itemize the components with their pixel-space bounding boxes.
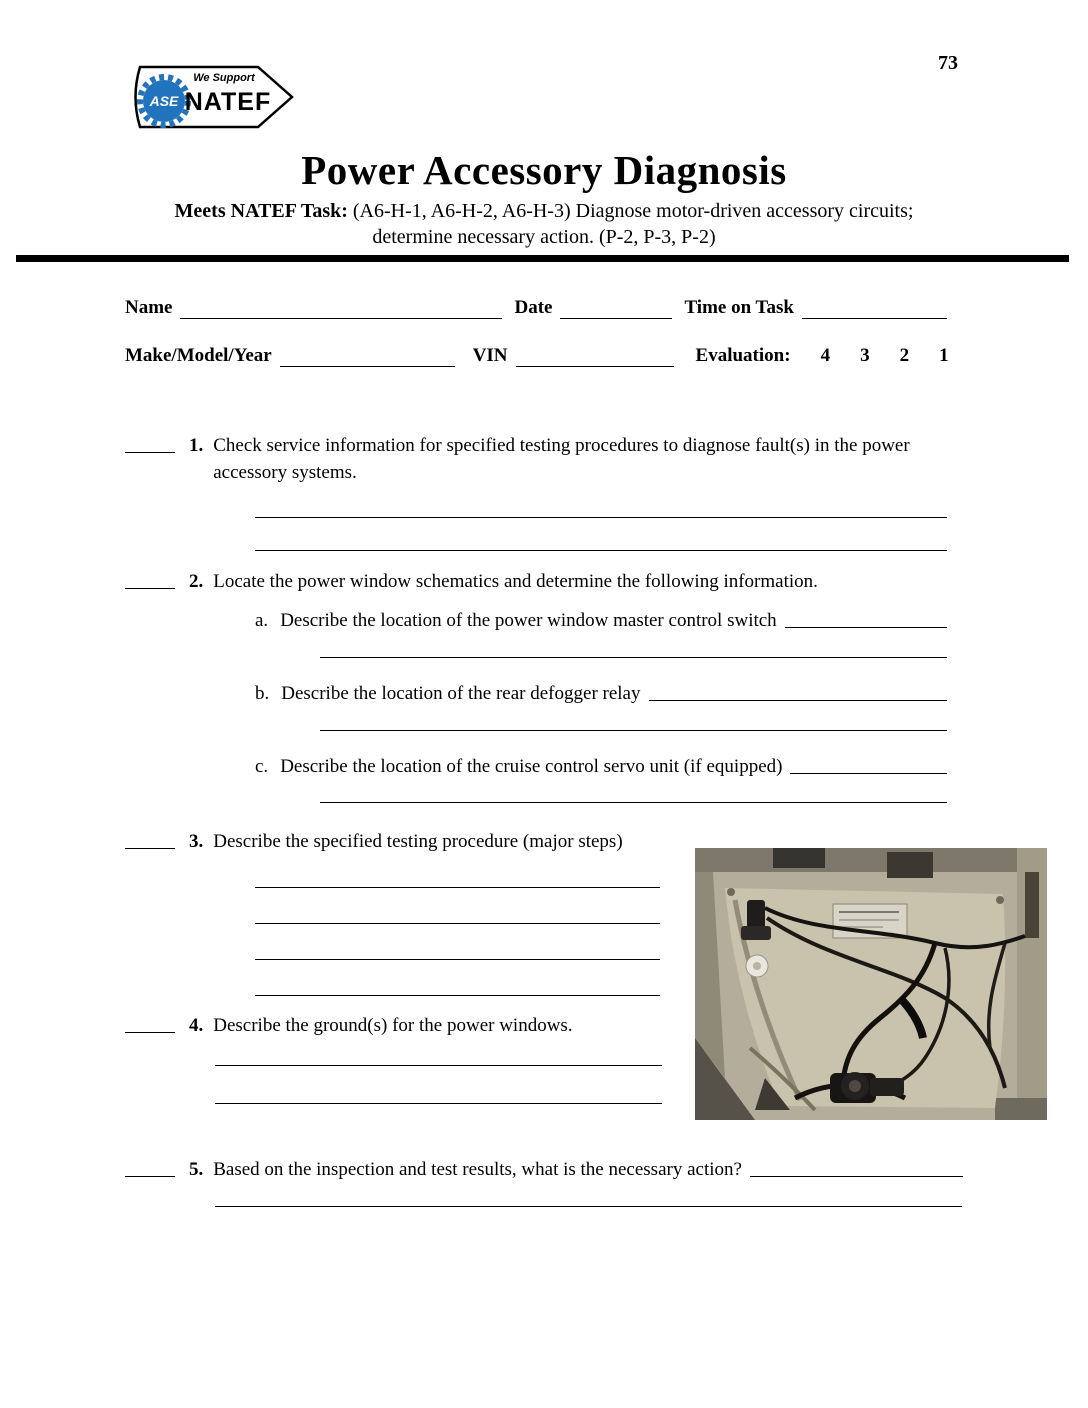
checkoff-blank-5 [125, 1156, 175, 1177]
name-label: Name [125, 297, 173, 318]
answer-blank [649, 680, 948, 701]
question-5 [125, 1156, 963, 1183]
question-2a-letter: a. [255, 610, 269, 631]
checkoff-blank-3 [125, 828, 175, 849]
question-4 [125, 1012, 685, 1039]
question-2c-letter: c. [255, 756, 269, 777]
answer-blank [785, 607, 947, 628]
answer-blank [790, 753, 947, 774]
question-2 [125, 568, 955, 595]
vin-label: VIN [472, 345, 508, 366]
vin-blank [516, 347, 674, 367]
question-1-number: 1. [189, 435, 204, 456]
logo-we-support-label: We Support [193, 72, 255, 84]
form-row-vehicle [125, 345, 955, 367]
question-3-text: Describe the specified testing procedure (major steps) [213, 831, 623, 852]
name-blank [180, 299, 502, 319]
checkoff-blank-1 [125, 432, 175, 453]
question-2b-letter: b. [255, 683, 270, 704]
answer-line [255, 550, 947, 551]
natef-label: NATEF [184, 88, 272, 116]
page-title: Power Accessory Diagnosis [301, 147, 787, 193]
door-panel-wiring-photo [695, 848, 1047, 1120]
answer-line [255, 517, 947, 518]
task-text: (A6-H-1, A6-H-2, A6-H-3) Diagnose motor-driven accessory circuits; [352, 200, 914, 222]
evaluation-label: Evaluation: [695, 345, 791, 366]
task-label: Meets NATEF Task: [174, 200, 348, 222]
answer-line [215, 1206, 962, 1207]
natef-logo [126, 54, 296, 138]
question-4-text: Describe the ground(s) for the power windows. [213, 1015, 573, 1036]
natef-task-line-2: determine necessary action. (P-2, P-3, P-2) [372, 226, 716, 248]
evaluation-3: 3 [860, 345, 870, 366]
question-2b-text: Describe the location of the rear defogger relay [281, 683, 641, 704]
question-2c-text: Describe the location of the cruise control servo unit (if equipped) [280, 756, 783, 777]
evaluation-1: 1 [939, 345, 949, 366]
answer-line [255, 959, 660, 960]
time-on-task-blank [802, 299, 947, 319]
checkoff-blank-2 [125, 568, 175, 589]
question-2a-text: Describe the location of the power window master control switch [280, 610, 777, 631]
question-5-number: 5. [189, 1159, 204, 1180]
make-model-year-label: Make/Model/Year [125, 345, 272, 366]
question-2c [255, 753, 947, 780]
question-2b [255, 680, 947, 707]
date-blank [560, 299, 672, 319]
answer-line [215, 1103, 662, 1104]
question-2a [255, 607, 947, 634]
question-1-text: Check service information for specified testing procedures to diagnose fault(s) in the power accessory systems. [213, 435, 910, 483]
answer-line [320, 802, 947, 803]
evaluation-2: 2 [899, 345, 910, 366]
answer-line [255, 923, 660, 924]
form-row-identity [125, 297, 947, 319]
question-2-text: Locate the power window schematics and determine the following information. [213, 571, 818, 592]
page-number: 73 [938, 52, 958, 74]
date-label: Date [514, 297, 553, 318]
natef-task-line [0, 200, 1088, 223]
answer-line [215, 1065, 662, 1066]
make-model-year-blank [280, 347, 455, 367]
question-4-number: 4. [189, 1015, 204, 1036]
answer-line [320, 730, 947, 731]
checkoff-blank-4 [125, 1012, 175, 1033]
answer-line [255, 887, 660, 888]
time-on-task-label: Time on Task [684, 297, 794, 318]
question-5-text: Based on the inspection and test results, what is the necessary action? [213, 1159, 742, 1180]
answer-blank [750, 1156, 963, 1177]
header-divider [16, 255, 1069, 262]
question-3-number: 3. [189, 831, 204, 852]
answer-line [255, 995, 660, 996]
evaluation-4: 4 [820, 345, 831, 366]
question-2-number: 2. [189, 571, 204, 592]
ase-label: ASE [149, 93, 179, 109]
question-1 [125, 432, 955, 486]
answer-line [320, 657, 947, 658]
